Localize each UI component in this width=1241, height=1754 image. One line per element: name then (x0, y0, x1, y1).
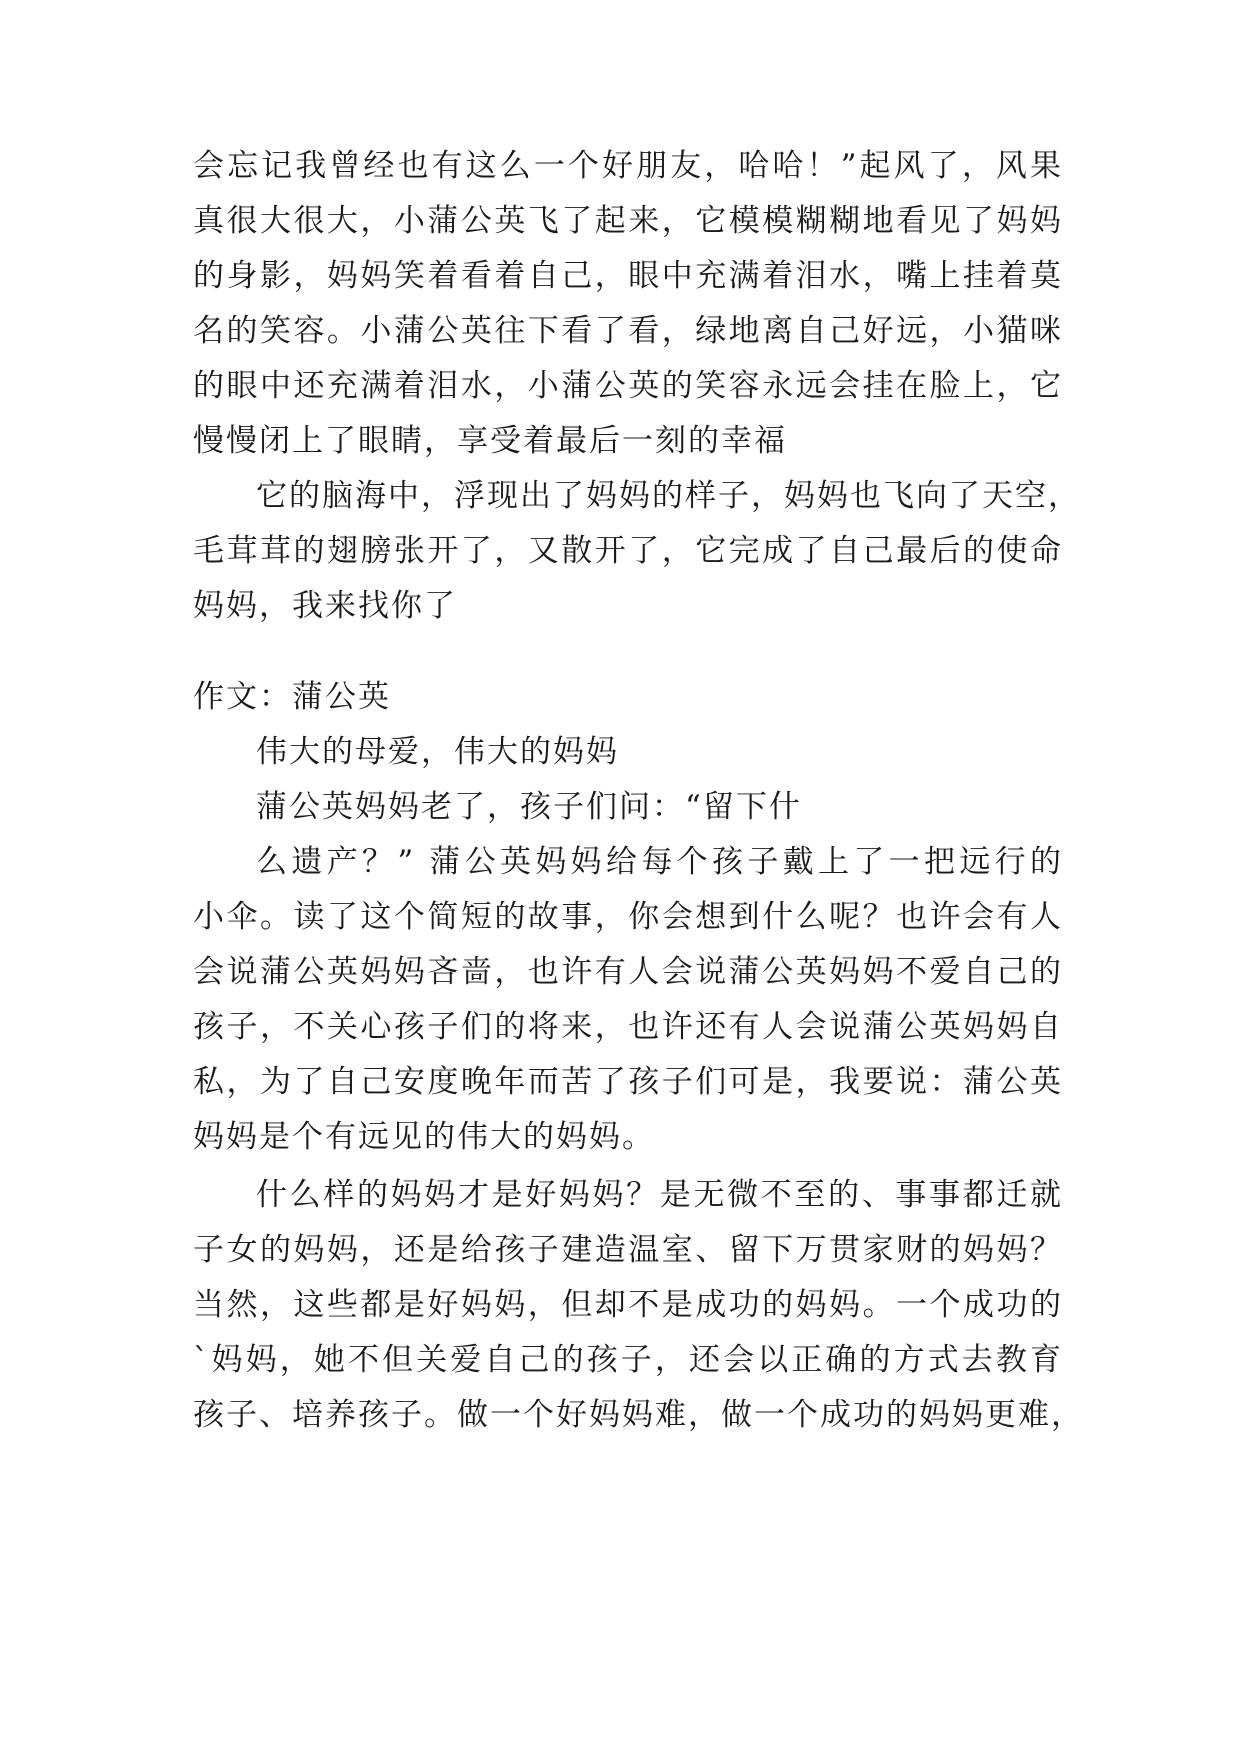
text-line: 毛茸茸的翅膀张开了，又散开了，它完成了自己最后的使命 (193, 533, 1063, 569)
text-line: 子女的妈妈，还是给孩子建造温室、留下万贯家财的妈妈？ (193, 1232, 1063, 1268)
text-line: 当然，这些都是好妈妈，但却不是成功的妈妈。一个成功的 (193, 1287, 1063, 1323)
text-line: 么遗产？” 蒲公英妈妈给每个孩子戴上了一把远行的 (256, 844, 1063, 880)
text-line: 的身影，妈妈笑着看着自己，眼中充满着泪水，嘴上挂着莫 (193, 258, 1063, 294)
text-line: 会忘记我曾经也有这么一个好朋友，哈哈！”起风了，风果 (193, 148, 1063, 184)
text-line: 会说蒲公英妈妈吝啬，也许有人会说蒲公英妈妈不爱自己的 (193, 954, 1063, 990)
text-line: 孩子、培养孩子。做一个好妈妈难，做一个成功的妈妈更难， (193, 1397, 1084, 1433)
text-line: 妈妈是个有远见的伟大的妈妈。 (193, 1119, 655, 1155)
text-line: 妈妈，我来找你了 (193, 588, 457, 624)
text-line: 什么样的妈妈才是好妈妈？是无微不至的、事事都迁就 (256, 1177, 1063, 1213)
text-line: 它的脑海中，浮现出了妈妈的样子，妈妈也飞向了天空， (256, 478, 1081, 514)
text-line: 孩子，不关心孩子们的将来，也许还有人会说蒲公英妈妈自 (193, 1009, 1063, 1045)
essay-heading: 作文：蒲公英 (193, 679, 391, 715)
text-line: 名的笑容。小蒲公英往下看了看，绿地离自己好远，小猫咪 (193, 313, 1063, 349)
text-line: `妈妈，她不但关爱自己的孩子，还会以正确的方式去教育 (193, 1342, 1063, 1378)
text-line: 的眼中还充满着泪水，小蒲公英的笑容永远会挂在脸上，它 (193, 368, 1063, 404)
text-line: 私，为了自己安度晚年而苦了孩子们可是，我要说：蒲公英 (193, 1064, 1063, 1100)
text-line: 真很大很大，小蒲公英飞了起来，它模模糊糊地看见了妈妈 (193, 203, 1063, 239)
text-line: 慢慢闭上了眼睛，享受着最后一刻的幸福 (193, 423, 787, 459)
text-line: 蒲公英妈妈老了，孩子们问：“留下什 (256, 789, 802, 825)
essay-title: 伟大的母爱，伟大的妈妈 (256, 734, 619, 770)
text-line: 小伞。读了这个简短的故事，你会想到什么呢？也许会有人 (193, 899, 1063, 935)
